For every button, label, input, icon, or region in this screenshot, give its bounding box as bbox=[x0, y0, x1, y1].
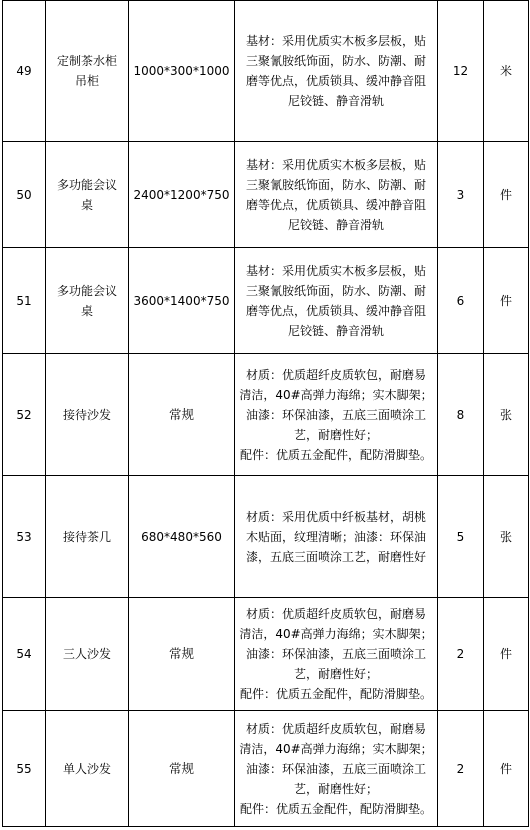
description-line: 尼铰链、静音滑轨 bbox=[287, 323, 384, 338]
item-name-line: 接待茶几 bbox=[62, 529, 111, 544]
row-number: 51 bbox=[3, 248, 46, 354]
item-unit: 件 bbox=[484, 598, 529, 711]
item-size: 1000*300*1000 bbox=[129, 1, 235, 142]
item-size: 3600*1400*750 bbox=[129, 248, 235, 354]
description-line: 材质：优质超纤皮质软包，耐磨易 bbox=[245, 367, 426, 382]
table-row bbox=[3, 1, 529, 142]
item-name bbox=[46, 248, 129, 354]
description-line: 基材：采用优质实木板多层板，贴 bbox=[245, 34, 426, 48]
item-name-line: 多功能会议 bbox=[56, 177, 117, 192]
row-number: 55 bbox=[3, 711, 46, 827]
item-unit: 米 bbox=[484, 1, 529, 142]
table-row bbox=[3, 248, 529, 354]
item-quantity: 8 bbox=[438, 354, 484, 476]
description-line: 磨等优点，优质锁具、缓冲静音阻 bbox=[245, 197, 426, 212]
description-line: 配件：优质五金配件，配防滑脚垫。 bbox=[239, 447, 432, 462]
item-name-line: 单人沙发 bbox=[62, 761, 111, 776]
row-number: 52 bbox=[3, 354, 46, 476]
description-line: 基材：采用优质实木板多层板，贴 bbox=[245, 157, 426, 172]
item-quantity: 12 bbox=[438, 1, 484, 142]
row-number: 53 bbox=[3, 476, 46, 598]
item-size: 常规 bbox=[129, 711, 235, 827]
description-line: 配件：优质五金配件，配防滑脚垫。 bbox=[239, 687, 432, 701]
description-line: 漆，五底三面喷涂工艺，耐磨性好 bbox=[245, 549, 426, 564]
item-size: 常规 bbox=[129, 354, 235, 476]
item-name-line: 多功能会议 bbox=[56, 283, 117, 298]
description-line: 艺，耐磨性好； bbox=[293, 781, 378, 796]
table-row bbox=[3, 476, 529, 598]
row-number: 54 bbox=[3, 598, 46, 711]
item-quantity: 5 bbox=[438, 476, 484, 598]
description-line: 油漆：环保油漆，五底三面喷涂工 bbox=[245, 761, 426, 776]
furniture-spec-table bbox=[2, 0, 529, 827]
description-line: 磨等优点，优质锁具、缓冲静音阻 bbox=[245, 303, 426, 318]
item-name-line: 桌 bbox=[80, 197, 93, 212]
item-description bbox=[235, 598, 438, 711]
item-name bbox=[46, 476, 129, 598]
item-name bbox=[46, 598, 129, 711]
item-name bbox=[46, 142, 129, 248]
item-quantity: 6 bbox=[438, 248, 484, 354]
item-size: 2400*1200*750 bbox=[129, 142, 235, 248]
item-unit: 张 bbox=[484, 354, 529, 476]
table-row bbox=[3, 354, 529, 476]
description-line: 尼铰链、静音滑轨 bbox=[287, 217, 384, 232]
table-row bbox=[3, 711, 529, 827]
description-line: 木贴面，纹理清晰；油漆：环保油 bbox=[245, 529, 426, 544]
description-line: 三聚氰胺纸饰面，防水、防潮、耐 bbox=[245, 283, 426, 298]
description-line: 艺，耐磨性好； bbox=[293, 667, 378, 681]
description-line: 配件：优质五金配件，配防滑脚垫。 bbox=[239, 801, 432, 816]
row-number: 49 bbox=[3, 1, 46, 142]
table-row bbox=[3, 142, 529, 248]
description-line: 三聚氰胺纸饰面，防水、防潮、耐 bbox=[245, 177, 426, 192]
description-line: 清洁，40#高弹力海绵；实木脚架； bbox=[239, 627, 433, 641]
item-description bbox=[235, 476, 438, 598]
description-line: 艺，耐磨性好； bbox=[293, 427, 378, 442]
description-line: 材质：采用优质中纤板基材，胡桃 bbox=[245, 509, 426, 524]
item-size: 常规 bbox=[129, 598, 235, 711]
item-description bbox=[235, 354, 438, 476]
description-line: 清洁，40#高弹力海绵；实木脚架； bbox=[239, 741, 433, 756]
row-number: 50 bbox=[3, 142, 46, 248]
description-line: 材质：优质超纤皮质软包，耐磨易 bbox=[245, 607, 426, 621]
description-line: 清洁，40#高弹力海绵；实木脚架； bbox=[239, 387, 433, 402]
table-body bbox=[3, 1, 529, 827]
item-name-line: 吊柜 bbox=[74, 74, 99, 88]
description-line: 基材：采用优质实木板多层板，贴 bbox=[245, 263, 426, 278]
description-line: 尼铰链、静音滑轨 bbox=[287, 94, 384, 108]
item-quantity: 2 bbox=[438, 711, 484, 827]
item-unit: 张 bbox=[484, 476, 529, 598]
item-description bbox=[235, 711, 438, 827]
item-name bbox=[46, 711, 129, 827]
item-name bbox=[46, 1, 129, 142]
item-quantity: 3 bbox=[438, 142, 484, 248]
description-line: 油漆：环保油漆，五底三面喷涂工 bbox=[245, 647, 426, 661]
item-name-line: 桌 bbox=[80, 303, 93, 318]
item-size: 680*480*560 bbox=[129, 476, 235, 598]
item-name-line: 定制茶水柜 bbox=[56, 54, 117, 68]
table-row bbox=[3, 598, 529, 711]
item-unit: 件 bbox=[484, 711, 529, 827]
item-description bbox=[235, 1, 438, 142]
item-name bbox=[46, 354, 129, 476]
description-line: 磨等优点，优质锁具、缓冲静音阻 bbox=[245, 74, 426, 88]
item-quantity: 2 bbox=[438, 598, 484, 711]
item-name-line: 接待沙发 bbox=[62, 407, 111, 422]
item-unit: 件 bbox=[484, 142, 529, 248]
description-line: 材质：优质超纤皮质软包，耐磨易 bbox=[245, 721, 426, 736]
description-line: 油漆：环保油漆，五底三面喷涂工 bbox=[245, 407, 426, 422]
item-unit: 件 bbox=[484, 248, 529, 354]
description-line: 三聚氰胺纸饰面，防水、防潮、耐 bbox=[245, 54, 426, 68]
item-description bbox=[235, 248, 438, 354]
item-name-line: 三人沙发 bbox=[62, 647, 111, 661]
item-description bbox=[235, 142, 438, 248]
